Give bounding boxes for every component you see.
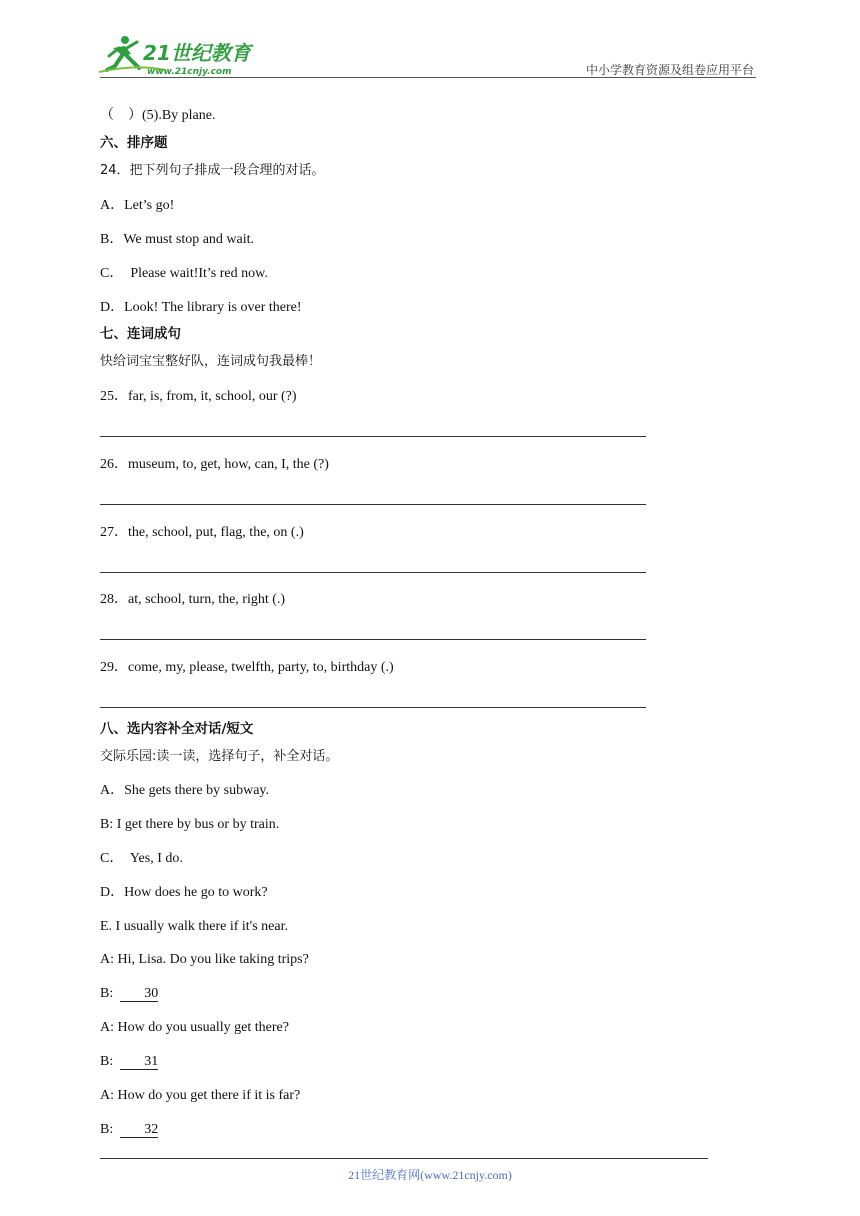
question-25: 25．far, is, from, it, school, our (?) xyxy=(100,389,297,404)
answer-line-29[interactable] xyxy=(100,707,646,708)
option-a: A．She gets there by subway. xyxy=(100,783,270,798)
question-29: 29．come, my, please, twelfth, party, to, birthday (.) xyxy=(100,660,394,675)
footer-link[interactable]: 21世纪教育网(www.21cnjy.com) xyxy=(348,1168,512,1182)
page-header xyxy=(0,0,860,80)
question-27: 27．the, school, put, flag, the, on (.) xyxy=(100,525,304,540)
blank-31[interactable]: 31 xyxy=(120,1054,158,1070)
blank-30[interactable]: 30 xyxy=(120,986,158,1002)
header-divider xyxy=(100,77,756,78)
section-8-intro: 交际乐园:读一读，选择句子，补全对话。 xyxy=(100,749,339,764)
section-7-intro: 快给词宝宝整好队，连词成句我最棒！ xyxy=(100,354,322,369)
svg-text:21世纪教育: 21世纪教育 xyxy=(143,41,251,65)
question-24-option-c: C． Please wait!It’s red now. xyxy=(100,266,268,281)
option-d: D．How does he go to work? xyxy=(100,885,268,900)
dialogue-line-5: A: How do you get there if it is far? xyxy=(100,1088,301,1103)
dialogue-line-2 xyxy=(100,985,158,1003)
question-5-option: （ ）(5).By plane. xyxy=(100,108,216,123)
speaker-label: B: xyxy=(100,1122,117,1137)
dialogue-line-6 xyxy=(100,1121,158,1139)
answer-line-27[interactable] xyxy=(100,572,646,573)
question-26: 26．museum, to, get, how, can, I, the (?) xyxy=(100,457,329,472)
question-24-option-b: B．We must stop and wait. xyxy=(100,232,255,247)
question-24-prompt: 24．把下列句子排成一段合理的对话。 xyxy=(100,163,325,178)
section-8-heading: 八、选内容补全对话/短文 xyxy=(100,721,254,737)
answer-line-26[interactable] xyxy=(100,504,646,505)
option-b: B: I get there by bus or by train. xyxy=(100,817,280,832)
question-28: 28．at, school, turn, the, right (.) xyxy=(100,592,286,607)
answer-line-28[interactable] xyxy=(100,639,646,640)
section-7-heading: 七、连词成句 xyxy=(100,326,181,342)
option-c: C． Yes, I do. xyxy=(100,851,183,866)
dialogue-line-3: A: How do you usually get there? xyxy=(100,1020,289,1035)
option-e: E. I usually walk there if it's near. xyxy=(100,919,288,934)
speaker-label: B: xyxy=(100,1054,117,1069)
answer-line-25[interactable] xyxy=(100,436,646,437)
question-24-option-d: D．Look! The library is over there! xyxy=(100,300,302,315)
logo-runner-icon xyxy=(95,34,265,78)
svg-text:www.21cnjy.com: www.21cnjy.com xyxy=(147,67,232,77)
platform-name: 中小学教育资源及组卷应用平台 xyxy=(585,63,754,77)
speaker-label: B: xyxy=(100,986,117,1001)
site-logo xyxy=(95,34,265,78)
section-6-heading: 六、排序题 xyxy=(100,135,168,151)
question-24-option-a: A．Let’s go! xyxy=(100,198,175,213)
footer-divider xyxy=(100,1158,708,1159)
blank-32[interactable]: 32 xyxy=(120,1122,158,1138)
dialogue-line-1: A: Hi, Lisa. Do you like taking trips? xyxy=(100,952,309,967)
dialogue-line-4 xyxy=(100,1053,158,1071)
